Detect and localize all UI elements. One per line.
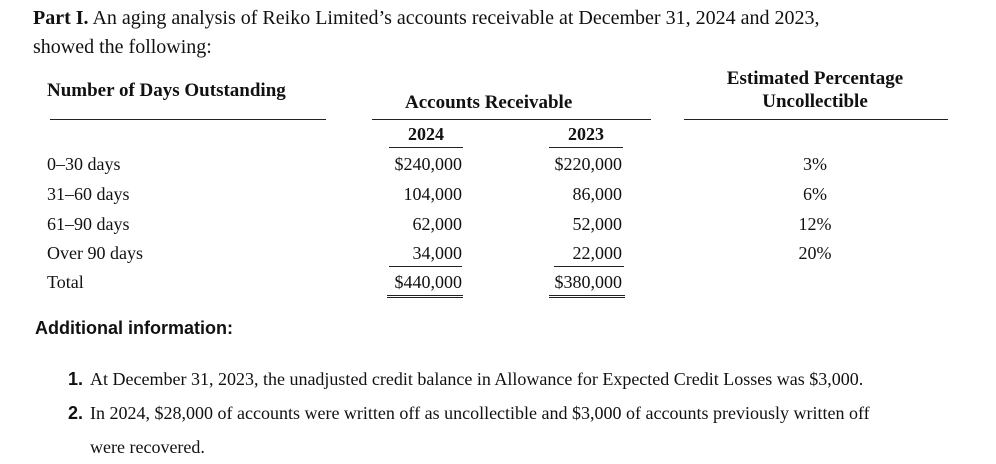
year-rule bbox=[549, 147, 623, 148]
subtotal-rule bbox=[554, 266, 624, 267]
table-row bbox=[0, 179, 996, 209]
table-row bbox=[0, 149, 996, 179]
note-number: 1. bbox=[68, 369, 84, 389]
table-row bbox=[0, 238, 996, 268]
intro-text-2: showed the following: bbox=[33, 36, 212, 58]
pct-value: 6% bbox=[803, 184, 827, 204]
value-2023: $220,000 bbox=[554, 154, 622, 174]
value-2023: 86,000 bbox=[572, 184, 622, 204]
value-2024: 62,000 bbox=[412, 214, 462, 234]
intro-text: An aging analysis of Reiko Limited’s accounts receivable at December 31, 2024 and 2023, bbox=[92, 7, 820, 29]
note-text-continued: were recovered. bbox=[90, 437, 205, 457]
note-item bbox=[68, 396, 968, 464]
part-label: Part I. bbox=[33, 7, 89, 29]
value-2024: 34,000 bbox=[412, 243, 462, 263]
total-2023: $380,000 bbox=[554, 272, 622, 292]
row-label: 0–30 days bbox=[47, 154, 121, 174]
subtotal-rule bbox=[389, 266, 462, 267]
header-rule bbox=[372, 119, 651, 120]
note-text: In 2024, $28,000 of accounts were written off as uncollectible and $3,000 of accounts previously written off bbox=[90, 403, 870, 423]
value-2023: 52,000 bbox=[572, 214, 622, 234]
year-header-2024: 2024 bbox=[408, 124, 444, 144]
table-row bbox=[0, 209, 996, 239]
row-label: 61–90 days bbox=[47, 214, 130, 234]
total-double-rule bbox=[387, 295, 463, 298]
pct-value: 20% bbox=[798, 243, 832, 263]
pct-header-line1: Estimated Percentage bbox=[726, 68, 904, 89]
header-rule bbox=[50, 119, 326, 120]
pct-value: 12% bbox=[798, 214, 832, 234]
pct-value: 3% bbox=[803, 154, 827, 174]
total-2024: $440,000 bbox=[394, 272, 462, 292]
row-label: 31–60 days bbox=[47, 184, 130, 204]
additional-info-heading: Additional information: bbox=[35, 318, 233, 338]
note-number: 2. bbox=[68, 403, 84, 423]
year-header-2023: 2023 bbox=[568, 124, 604, 144]
value-2024: 104,000 bbox=[403, 184, 462, 204]
days-column-header: Number of Days Outstanding bbox=[47, 80, 286, 101]
note-text: At December 31, 2023, the unadjusted credit balance in Allowance for Expected Credit Losses was $3,000. bbox=[90, 369, 864, 389]
problem-intro bbox=[33, 4, 973, 62]
pct-header-line2: Uncollectible bbox=[762, 91, 868, 112]
ar-column-header: Accounts Receivable bbox=[405, 92, 573, 113]
note-item bbox=[68, 362, 968, 396]
header-rule bbox=[684, 119, 948, 120]
total-double-rule bbox=[549, 295, 625, 298]
row-label: Over 90 days bbox=[47, 243, 143, 263]
value-2024: $240,000 bbox=[394, 154, 462, 174]
year-rule bbox=[389, 147, 463, 148]
total-label: Total bbox=[47, 272, 84, 292]
value-2023: 22,000 bbox=[572, 243, 622, 263]
pct-column-header bbox=[690, 67, 940, 113]
total-row bbox=[0, 267, 996, 297]
